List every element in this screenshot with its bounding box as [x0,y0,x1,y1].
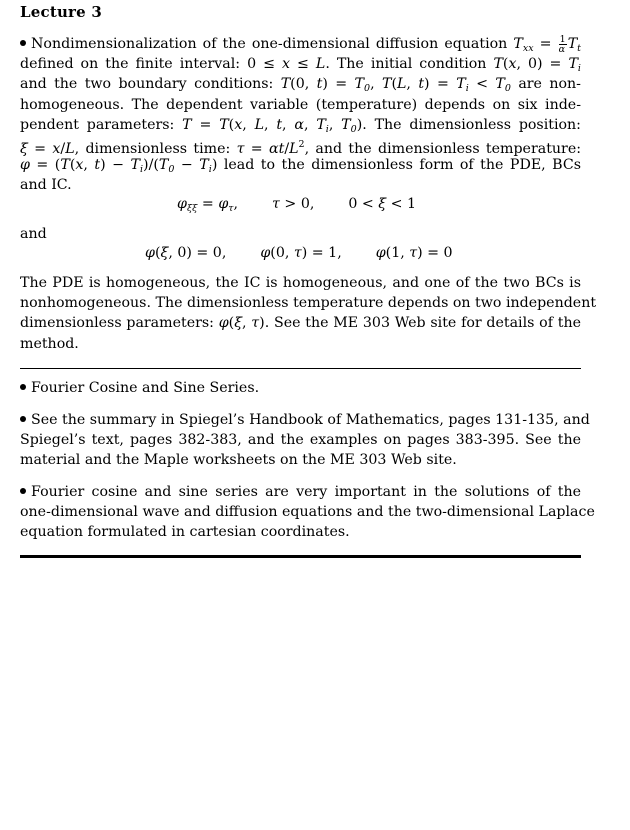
paragraph-line: defined on the finite interval: 0 ≤ x ≤ L. The initial condition T(x, $0) = T_i$ [20,56,581,75]
paragraph-line: Fourier Cosine and Sine Series. [20,378,581,398]
bullet-icon [20,416,26,422]
pde-equation: $\varphi_{\xi\xi} = \varphi_\tau$, τ > 0, 0 < ξ < 1 [177,196,417,214]
paragraph-line: Fourier cosine and sine series are very important in the solutions of the [20,482,581,502]
bullet-spiegel-references [20,410,590,471]
bullet-fourier-importance [20,482,595,543]
paragraph-line: Nondimensionalization of the one-dimensional diffusion equation $T_{xx}$ = $\frac{1}{\alpha}$ $T_t$ [20,34,581,54]
paragraph-line: material and the Maple worksheets on the ME 303 Web site. [20,452,457,469]
bullet-fourier-series [20,378,581,398]
boundary-conditions-equation: φ(ξ, 0) = 0, φ(0, τ) = 1, φ(1, τ) = 0 [145,245,453,261]
end-divider [20,555,581,558]
and-label: and [20,226,47,242]
paragraph-line: homogeneous. The dependent variable (temperature) depends on six inde- [20,96,581,113]
paragraph-line: Spiegel’s text, pages 382-383, and the examples on pages 383-395. See the [20,432,581,449]
bullet-icon [20,40,26,46]
lecture-title: Lecture 3 [20,3,102,21]
bullet-icon [20,384,26,390]
paragraph-line: ξ = x/L, dimensionless time: $\tau = \alpha t/L^2$, and the dimensionless temperature: [20,138,581,157]
bullet-icon [20,488,26,494]
paragraph-line: The PDE is homogeneous, the IC is homogeneous, and one of the two BCs is [20,275,581,291]
homogeneity-paragraph [20,273,597,354]
paragraph-line: pendent parameters: T = T(x, L, t, α, $T_i$, $T_0$). The dimensionless position: [20,116,581,135]
paragraph-line: See the summary in Spiegel’s Handbook of Mathematics, pages 131-135, and [20,410,581,430]
paragraph-line: one-dimensional wave and diffusion equations and the two-dimensional Laplace [20,504,595,521]
paragraph-line: and IC. [20,177,72,194]
section-divider [20,368,581,369]
paragraph-line: nonhomogeneous. The dimensionless temperature depends on two independent [20,295,597,312]
nondimensionalization-paragraph [20,34,581,196]
paragraph-line: method. [20,335,79,352]
paragraph-line: equation formulated in cartesian coordinates. [20,524,350,541]
paragraph-line: dimensionless parameters: φ(ξ, τ). See the ME 303 Web site for details of the [20,315,581,332]
paragraph-line: φ = (T(x, $t) - T_i)/(T_0 - T_i)$ lead to the dimensionless form of the PDE, BCs [20,157,581,176]
paragraph-line: and the two boundary conditions: T(0, $t) = T_0$, T(L, $t) = T_i < T_0$ are non- [20,76,581,95]
fraction: $\frac{1}{\alpha}$ [558,33,566,55]
